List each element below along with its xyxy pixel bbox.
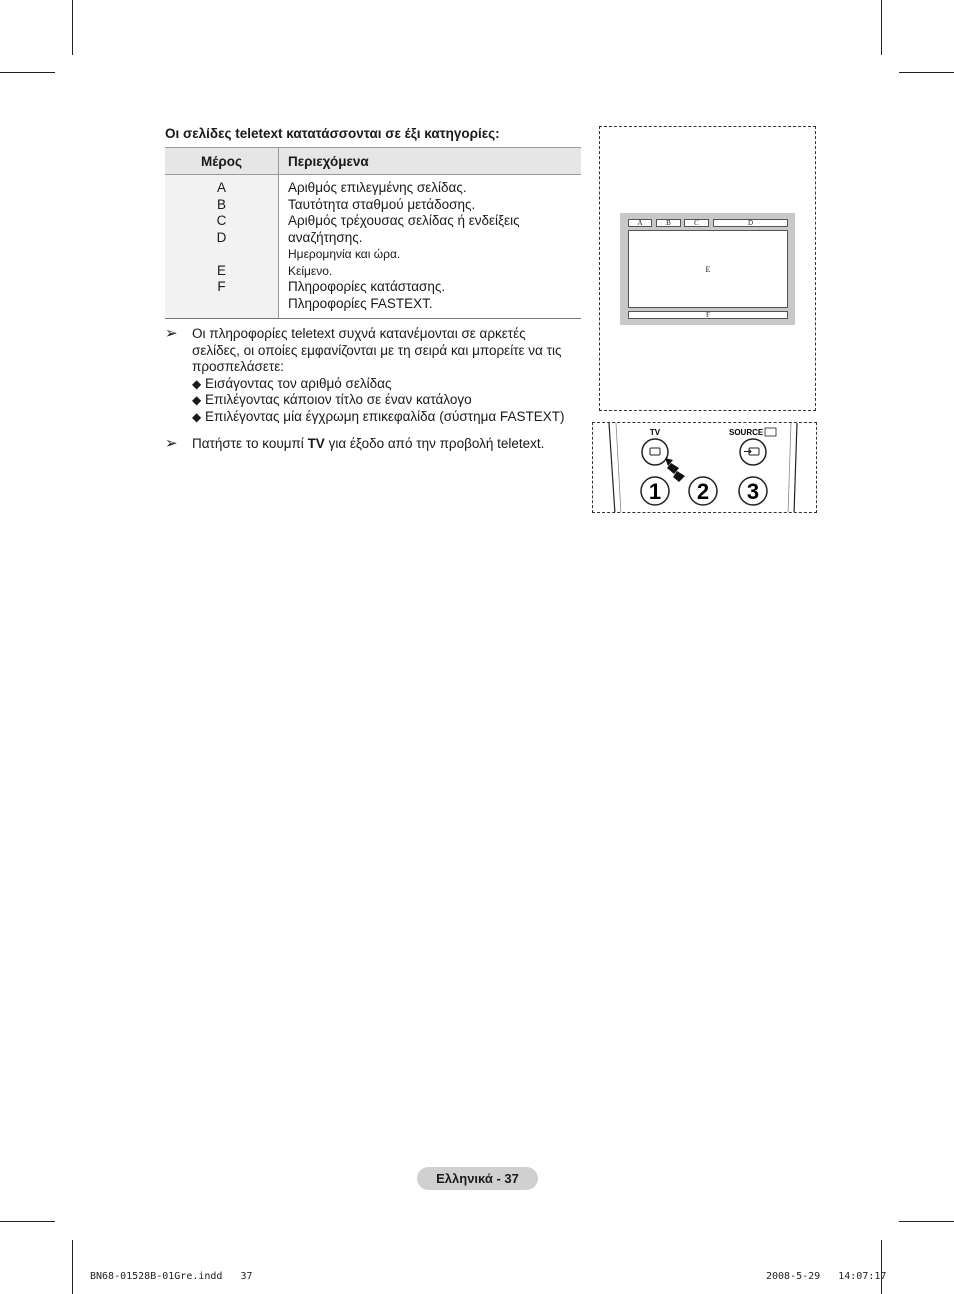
page-number-badge: Ελληνικά - 37: [417, 1167, 538, 1190]
pointer-icon: [665, 458, 685, 482]
diamond-icon: ◆: [192, 376, 202, 391]
part-letter: F: [217, 279, 226, 294]
part-letter: D: [216, 229, 227, 245]
print-slug-file: BN68-01528B-01Gre.indd 37: [90, 1271, 253, 1282]
region-d: D: [713, 219, 788, 227]
remote-illustration: [592, 422, 817, 513]
tv-button[interactable]: [642, 439, 668, 465]
crop-mark: [881, 1240, 882, 1294]
teletext-parts-table: [165, 147, 581, 319]
content-line: Πληροφορίες κατάστασης.: [288, 279, 446, 294]
spacer: [165, 246, 278, 263]
tv-label: TV: [649, 428, 661, 437]
crop-mark: [0, 1221, 55, 1222]
crop-mark: [72, 0, 73, 55]
region-b: B: [656, 219, 681, 227]
part-letter: A: [216, 180, 226, 195]
number-label: 3: [746, 479, 760, 504]
number-label: 2: [696, 479, 710, 504]
content-line: Κείμενο.: [288, 263, 333, 278]
part-letters-cell: [165, 175, 279, 319]
region-a: A: [628, 219, 652, 227]
crop-mark: [899, 72, 954, 73]
region-c: C: [684, 219, 709, 227]
table-header-row: [165, 148, 581, 175]
note-teletext-pages: [165, 326, 564, 425]
part-letter: C: [216, 213, 227, 228]
note-line: Οι πληροφορίες teletext συχνά κατανέμονται σε αρκετές: [192, 326, 526, 341]
content-line: Αριθμός επιλεγμένης σελίδας.: [288, 180, 467, 195]
tv-key-name: TV: [307, 436, 325, 451]
region-e-box: [628, 230, 788, 308]
bullet-item: ◆ Εισάγοντας τον αριθμό σελίδας: [192, 375, 392, 391]
content-line: αναζήτησης.: [288, 229, 363, 245]
crop-mark: [72, 1240, 73, 1294]
bullet-item: ◆ Επιλέγοντας μία έγχρωμη επικεφαλίδα (σύστημα FASTEXT): [192, 408, 565, 424]
table-row: [165, 175, 581, 319]
column-header-part: Μέρος: [165, 148, 279, 175]
diamond-icon: ◆: [192, 409, 202, 424]
note-line: σελίδες, οι οποίες εμφανίζονται με τη σειρά και μπορείτε να τις: [192, 342, 562, 358]
note-exit-teletext: ➢ Πατήστε το κουμπί TV για έξοδο από την προβολή teletext.: [165, 435, 545, 452]
diamond-icon: ◆: [192, 393, 202, 407]
teletext-screen-diagram: [620, 213, 795, 325]
content-line: Ημερομηνία και ώρα.: [288, 247, 401, 261]
part-contents-cell: [279, 175, 582, 319]
source-button[interactable]: [740, 439, 766, 465]
region-f: F: [628, 311, 788, 319]
intro-heading: Οι σελίδες teletext κατατάσσονται σε έξι κατηγορίες:: [165, 126, 500, 141]
content-line: Αριθμός τρέχουσας σελίδας ή ενδείξεις: [288, 213, 520, 228]
content-line: Πληροφορίες FASTEXT.: [288, 295, 433, 311]
remote-drawing: [593, 423, 817, 513]
crop-mark: [899, 1221, 954, 1222]
print-slug-date: 2008-5-29 14:07:17: [766, 1271, 887, 1282]
arrow-icon: ➢: [165, 325, 178, 342]
column-header-contents: Περιεχόμενα: [279, 148, 582, 175]
part-letter: B: [216, 196, 226, 212]
crop-mark: [0, 72, 55, 73]
source-mini-icon: [765, 428, 776, 436]
number-label: 1: [648, 479, 662, 504]
arrow-icon: ➢: [165, 435, 178, 452]
bullet-item: ◆ Επιλέγοντας κάποιον τίτλο σε έναν κατάλογο: [192, 392, 472, 407]
crop-mark: [881, 0, 882, 55]
source-label: SOURCE: [729, 428, 764, 437]
content-line: Ταυτότητα σταθμού μετάδοσης.: [288, 196, 476, 212]
note-line: προσπελάσετε:: [192, 359, 284, 374]
region-e: E: [705, 265, 711, 274]
part-letter: E: [216, 262, 226, 278]
